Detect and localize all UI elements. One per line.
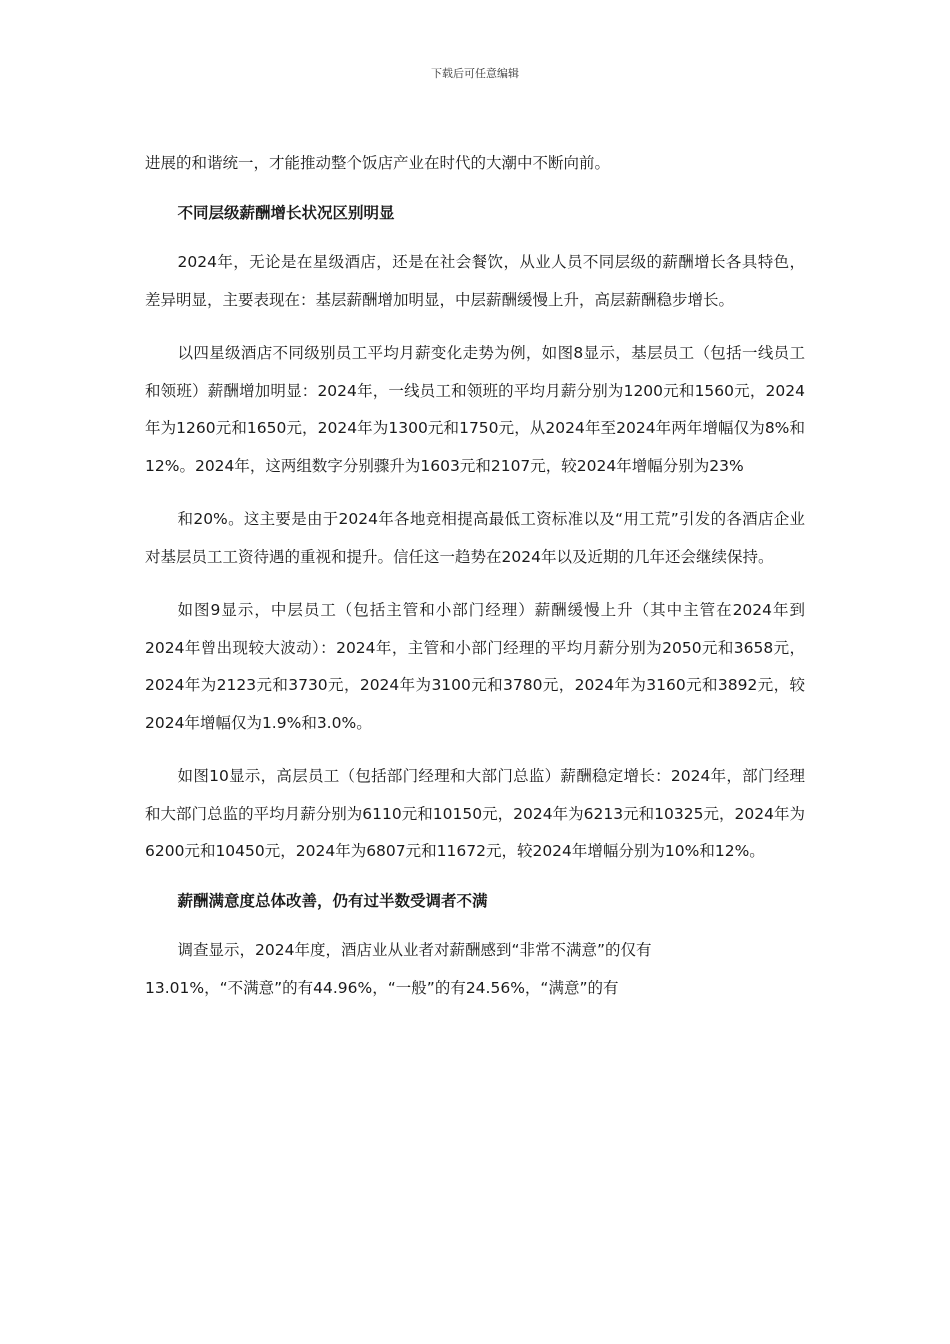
section-heading-satisfaction: 薪酬满意度总体改善，仍有过半数受调者不满 (177, 891, 488, 910)
paragraph-basic-staff-reason: 和20%。这主要是由于2024年各地竞相提高最低工资标准以及“用工荒”引发的各酒店企业对基层员工工资待遇的重视和提升。信任这一趋势在2024年以及近期的几年还会继续保持。 (145, 510, 805, 566)
paragraph-overview: 2024年，无论是在星级酒店，还是在社会餐饮，从业人员不同层级的薪酬增长各具特色，差异明显，主要表现在：基层薪酬增加明显，中层薪酬缓慢上升，高层薪酬稳步增长。 (145, 253, 805, 309)
paragraph-satisfaction-line2: 13.01%，“不满意”的有44.96%，“一般”的有24.56%，“满意”的有 (145, 978, 619, 997)
document-body (145, 145, 805, 1007)
paragraph-senior-staff: 如图10显示，高层员工（包括部门经理和大部门总监）薪酬稳定增长：2024年，部门经理和大部门总监的平均月薪分别为6110元和10150元，2024年为6213元和10325元，2024年为6200元和10450元，2024年为6807元和11672元，较2024年增幅分别为10%和12%。 (145, 767, 805, 860)
section-heading-salary-growth: 不同层级薪酬增长状况区别明显 (177, 203, 395, 222)
page-header: 下载后可任意编辑 (431, 67, 519, 80)
paragraph-continuation: 进展的和谐统一，才能推动整个饭店产业在时代的大潮中不断向前。 (145, 154, 611, 172)
paragraph-satisfaction-line1: 调查显示，2024年度，酒店业从业者对薪酬感到“非常不满意”的仅有 (177, 941, 652, 959)
paragraph-middle-staff: 如图9显示，中层员工（包括主管和小部门经理）薪酬缓慢上升（其中主管在2024年到2024年曾出现较大波动）：2024年，主管和小部门经理的平均月薪分别为2050元和3658元，2024年为2123元和3730元，2024年为3100元和3780元，2024年为3160元和3892元，较2024年增幅仅为1.9%和3.0%。 (145, 601, 805, 732)
paragraph-basic-staff: 以四星级酒店不同级别员工平均月薪变化走势为例，如图8显示，基层员工（包括一线员工和领班）薪酬增加明显：2024年，一线员工和领班的平均月薪分别为1200元和1560元，2024年为1260元和1650元，2024年为1300元和1750元，从2024年至2024年两年增幅仅为8%和12%。2024年，这两组数字分别骤升为1603元和2107元，较2024年增幅分别为23% (145, 344, 805, 475)
